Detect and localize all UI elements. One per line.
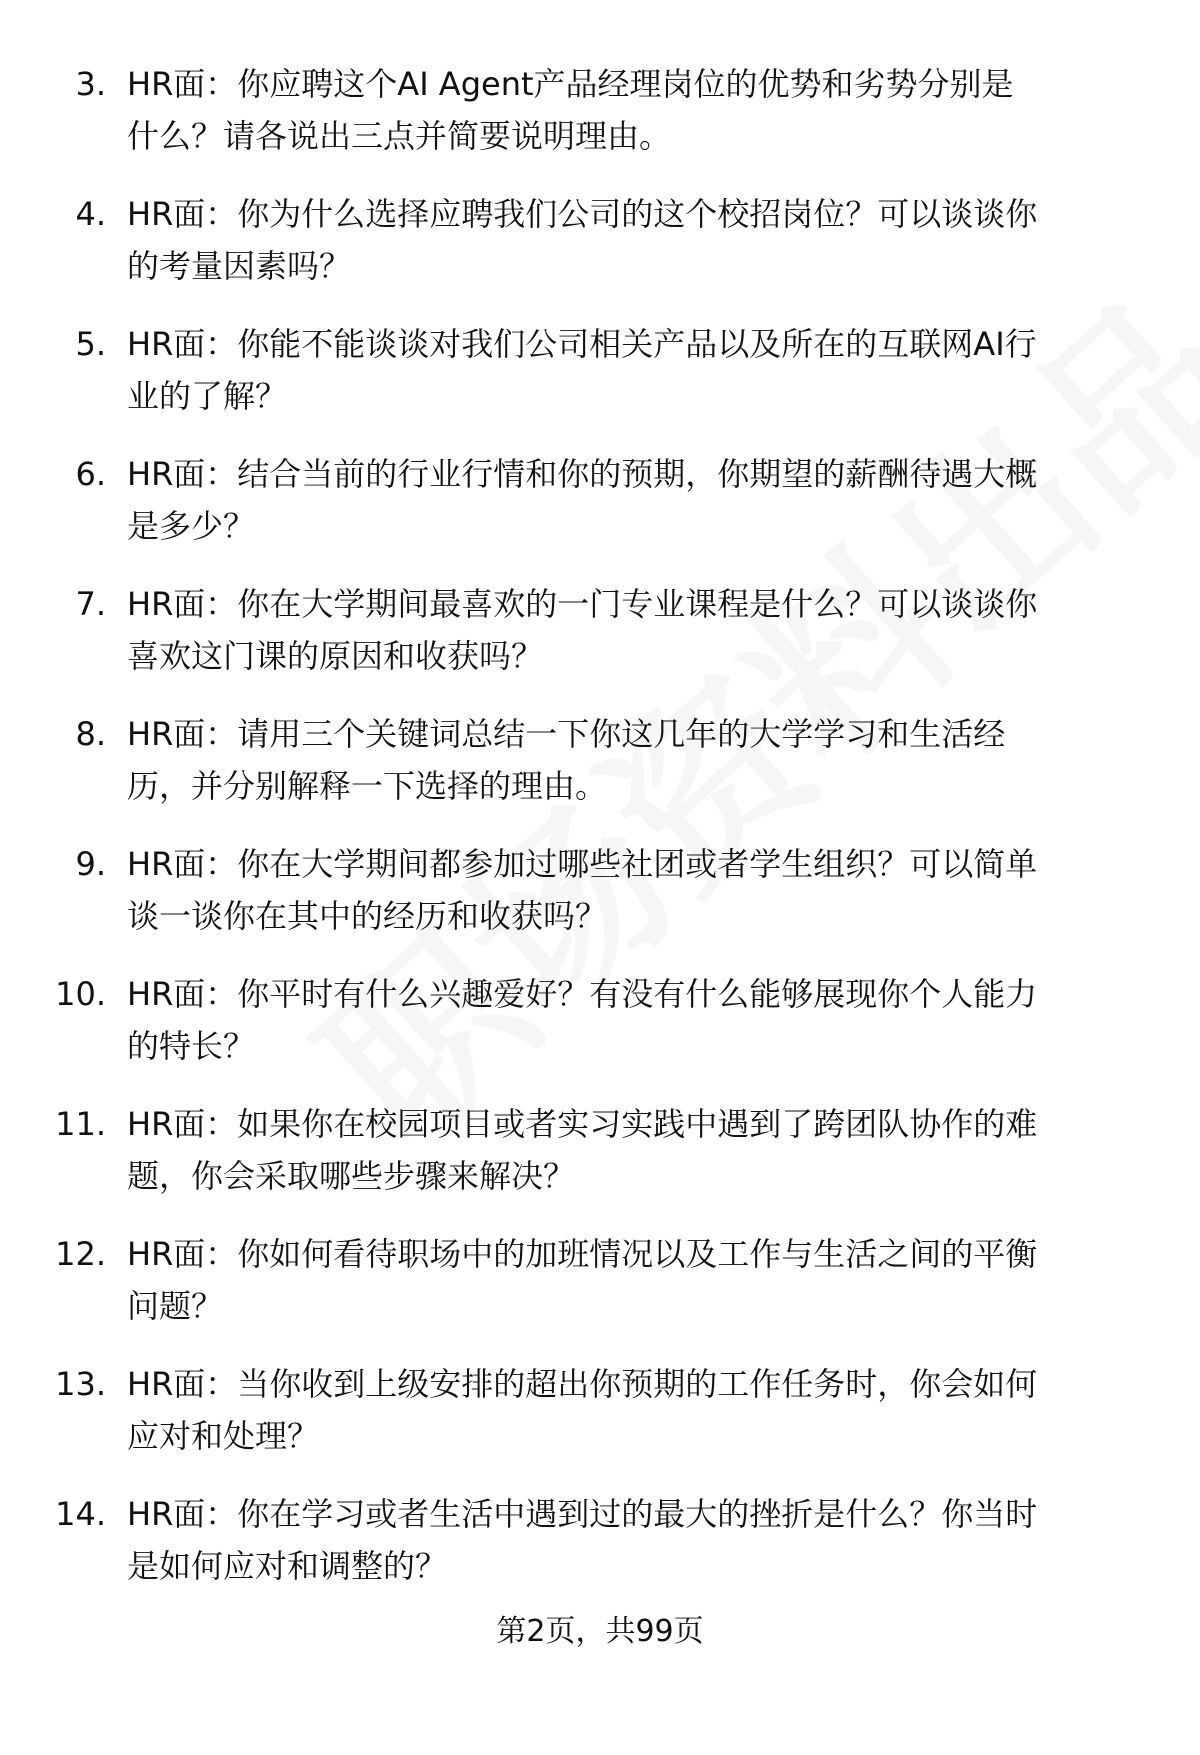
- item-number: 7.: [75, 585, 106, 623]
- item-line-1: HR面：你在大学期间最喜欢的一门专业课程是什么？可以谈谈你: [127, 585, 1038, 623]
- list-item: [0, 1488, 1200, 1618]
- item-text: [127, 1098, 1157, 1202]
- item-text: [127, 318, 1157, 422]
- item-line-2: 谈一谈你在其中的经历和收获吗？: [127, 897, 608, 935]
- item-number: 4.: [75, 195, 106, 233]
- item-line-2: 是如何应对和调整的？: [127, 1547, 448, 1585]
- item-line-2: 是多少？: [127, 507, 256, 545]
- item-line-2: 业的了解？: [127, 377, 288, 415]
- item-number: 12.: [55, 1235, 106, 1273]
- page-footer: [0, 1612, 1200, 1652]
- item-text: [127, 58, 1157, 162]
- item-number: 8.: [75, 715, 106, 753]
- item-line-2: 题，你会采取哪些步骤来解决？: [127, 1157, 576, 1195]
- list-item: [0, 838, 1200, 968]
- item-number: 5.: [75, 325, 106, 363]
- item-number: 13.: [55, 1365, 106, 1403]
- item-line-1: HR面：你如何看待职场中的加班情况以及工作与生活之间的平衡: [127, 1235, 1038, 1273]
- item-line-1: HR面：你在学习或者生活中遇到过的最大的挫折是什么？你当时: [127, 1495, 1038, 1533]
- item-number: 10.: [55, 975, 106, 1013]
- item-line-2: 历，并分别解释一下选择的理由。: [127, 767, 608, 805]
- list-item: [0, 188, 1200, 318]
- list-item: [0, 1228, 1200, 1358]
- item-text: [127, 1488, 1157, 1592]
- item-line-2: 的考量因素吗？: [127, 247, 352, 285]
- item-text: [127, 1228, 1157, 1332]
- item-line-1: HR面：结合当前的行业行情和你的预期，你期望的薪酬待遇大概: [127, 455, 1038, 493]
- item-text: [127, 578, 1157, 682]
- item-line-2: 什么？请各说出三点并简要说明理由。: [127, 117, 672, 155]
- item-line-1: HR面：请用三个关键词总结一下你这几年的大学学习和生活经: [127, 715, 1006, 753]
- item-line-1: HR面：你应聘这个AI Agent产品经理岗位的优势和劣势分别是: [127, 65, 1014, 103]
- item-number: 3.: [75, 65, 106, 103]
- item-line-1: HR面：你在大学期间都参加过哪些社团或者学生组织？可以简单: [127, 845, 1038, 883]
- list-item: [0, 1098, 1200, 1228]
- item-text: [127, 968, 1157, 1072]
- item-number: 9.: [75, 845, 106, 883]
- item-number: 6.: [75, 455, 106, 493]
- list-item: [0, 968, 1200, 1098]
- item-number: 11.: [55, 1105, 106, 1143]
- item-line-2: 的特长？: [127, 1027, 256, 1065]
- item-line-2: 问题？: [127, 1287, 224, 1325]
- question-list: [0, 58, 1200, 1618]
- item-text: [127, 838, 1157, 942]
- item-text: [127, 448, 1157, 552]
- list-item: [0, 578, 1200, 708]
- list-item: [0, 448, 1200, 578]
- list-item: [0, 318, 1200, 448]
- item-line-1: HR面：当你收到上级安排的超出你预期的工作任务时，你会如何: [127, 1365, 1038, 1403]
- list-item: [0, 1358, 1200, 1488]
- page-number: 第2页，共99页: [496, 1614, 704, 1649]
- item-line-2: 喜欢这门课的原因和收获吗？: [127, 637, 544, 675]
- item-line-1: HR面：你为什么选择应聘我们公司的这个校招岗位？可以谈谈你: [127, 195, 1038, 233]
- item-line-1: HR面：你能不能谈谈对我们公司相关产品以及所在的互联网AI行: [127, 325, 1037, 363]
- item-line-1: HR面：你平时有什么兴趣爱好？有没有什么能够展现你个人能力: [127, 975, 1038, 1013]
- item-number: 14.: [55, 1495, 106, 1533]
- item-line-2: 应对和处理？: [127, 1417, 320, 1455]
- item-text: [127, 708, 1157, 812]
- item-text: [127, 188, 1157, 292]
- list-item: [0, 58, 1200, 188]
- item-text: [127, 1358, 1157, 1462]
- list-item: [0, 708, 1200, 838]
- item-line-1: HR面：如果你在校园项目或者实习实践中遇到了跨团队协作的难: [127, 1105, 1038, 1143]
